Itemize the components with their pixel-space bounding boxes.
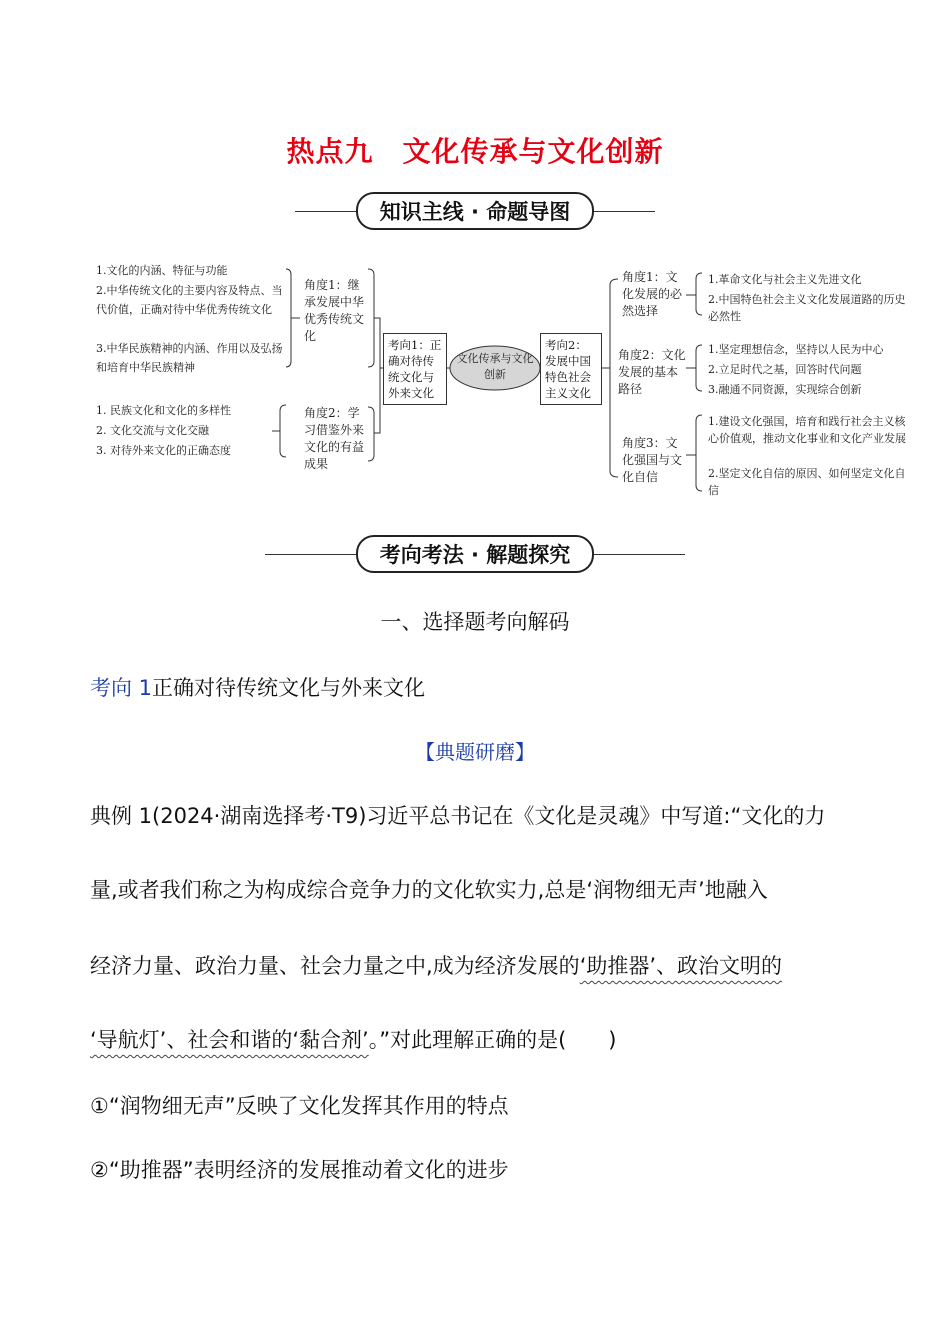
example-text: 经济力量、政治力量、社会力量之中,成为经济发展的 bbox=[90, 954, 580, 978]
banner-line-left bbox=[265, 554, 356, 555]
direction1-box: 考向1：正确对待传统文化与外来文化 bbox=[383, 333, 447, 405]
banner-label: 知识主线 · 命题导图 bbox=[356, 192, 595, 230]
direction-text: 正确对待传统文化与外来文化 bbox=[152, 676, 426, 700]
right-angle3-item: 1.建设文化强国，培育和践行社会主义核心价值观，推动文化事业和文化产业发展 bbox=[708, 415, 906, 445]
left-group2-item: 2. 文化交流与文化交融 bbox=[96, 424, 209, 437]
example-line: 典例 1(2024·湖南选择考·T9)习近平总书记在《文化是灵魂》中写道:“文化的力 bbox=[90, 804, 826, 828]
left-angle1-node: 角度1：继承发展中华优秀传统文化 bbox=[304, 278, 365, 343]
example-line bbox=[90, 1024, 870, 1054]
right-angle2-node: 角度2：文化发展的基本路径 bbox=[618, 348, 686, 396]
center-node: 文化传承与文化创新 bbox=[456, 352, 534, 381]
example-text: 。”对此理解正确的是( ) bbox=[368, 1028, 617, 1052]
page-title: 热点九 文化传承与文化创新 bbox=[286, 135, 664, 168]
right-angle1-node: 角度1：文化发展的必然选择 bbox=[622, 270, 683, 318]
underlined-text: ‘助推器’、政治文明的 bbox=[579, 954, 783, 978]
section-title: 一、选择题考向解码 bbox=[380, 610, 570, 634]
left-group1-item: 3.中华民族精神的内涵、作用以及弘扬和培育中华民族精神 bbox=[96, 342, 283, 374]
left-group1-item: 2.中华传统文化的主要内容及特点、当代价值，正确对待中华优秀传统文化 bbox=[96, 284, 283, 316]
example-line bbox=[90, 950, 870, 980]
banner-line-right bbox=[594, 554, 685, 555]
direction-heading bbox=[90, 672, 425, 702]
banner-line-right bbox=[594, 211, 655, 212]
right-angle2-item: 3.融通不同资源，实现综合创新 bbox=[708, 383, 862, 396]
underlined-text: ‘导航灯’、社会和谐的‘黏合剂’ bbox=[90, 1028, 369, 1052]
right-angle3-item: 2.坚定文化自信的原因、如何坚定文化自信 bbox=[708, 467, 906, 497]
example-tagline: 【典题研磨】 bbox=[415, 740, 535, 764]
option-item: ②“助推器”表明经济的发展推动着文化的进步 bbox=[90, 1158, 509, 1182]
mind-map bbox=[88, 255, 918, 505]
option-item: ①“润物细无声”反映了文化发挥其作用的特点 bbox=[90, 1094, 509, 1118]
left-group1-item: 1.文化的内涵、特征与功能 bbox=[96, 264, 228, 277]
right-angle2-item: 1.坚定理想信念，坚持以人民为中心 bbox=[708, 343, 884, 356]
explore-banner bbox=[265, 535, 685, 573]
right-angle2-item: 2.立足时代之基，回答时代问题 bbox=[708, 363, 862, 376]
banner-line-left bbox=[295, 211, 356, 212]
right-angle3-node: 角度3：文化强国与文化自信 bbox=[622, 436, 683, 484]
direction-tag: 考向 1 bbox=[90, 676, 153, 700]
example-line: 量,或者我们称之为构成综合竞争力的文化软实力,总是‘润物细无声’地融入 bbox=[90, 878, 768, 902]
direction2-box: 考向2：发展中国特色社会主义文化 bbox=[540, 333, 602, 405]
left-angle2-node: 角度2：学习借鉴外来文化的有益成果 bbox=[304, 406, 365, 471]
right-angle1-item: 2.中国特色社会主义文化发展道路的历史必然性 bbox=[708, 293, 906, 323]
left-group2-item: 1. 民族文化和文化的多样性 bbox=[96, 404, 231, 417]
right-angle1-item: 1.革命文化与社会主义先进文化 bbox=[708, 273, 862, 286]
banner-label: 考向考法 · 解题探究 bbox=[356, 535, 595, 573]
left-group2-item: 3. 对待外来文化的正确态度 bbox=[96, 444, 231, 457]
knowledge-map-banner bbox=[295, 192, 655, 230]
